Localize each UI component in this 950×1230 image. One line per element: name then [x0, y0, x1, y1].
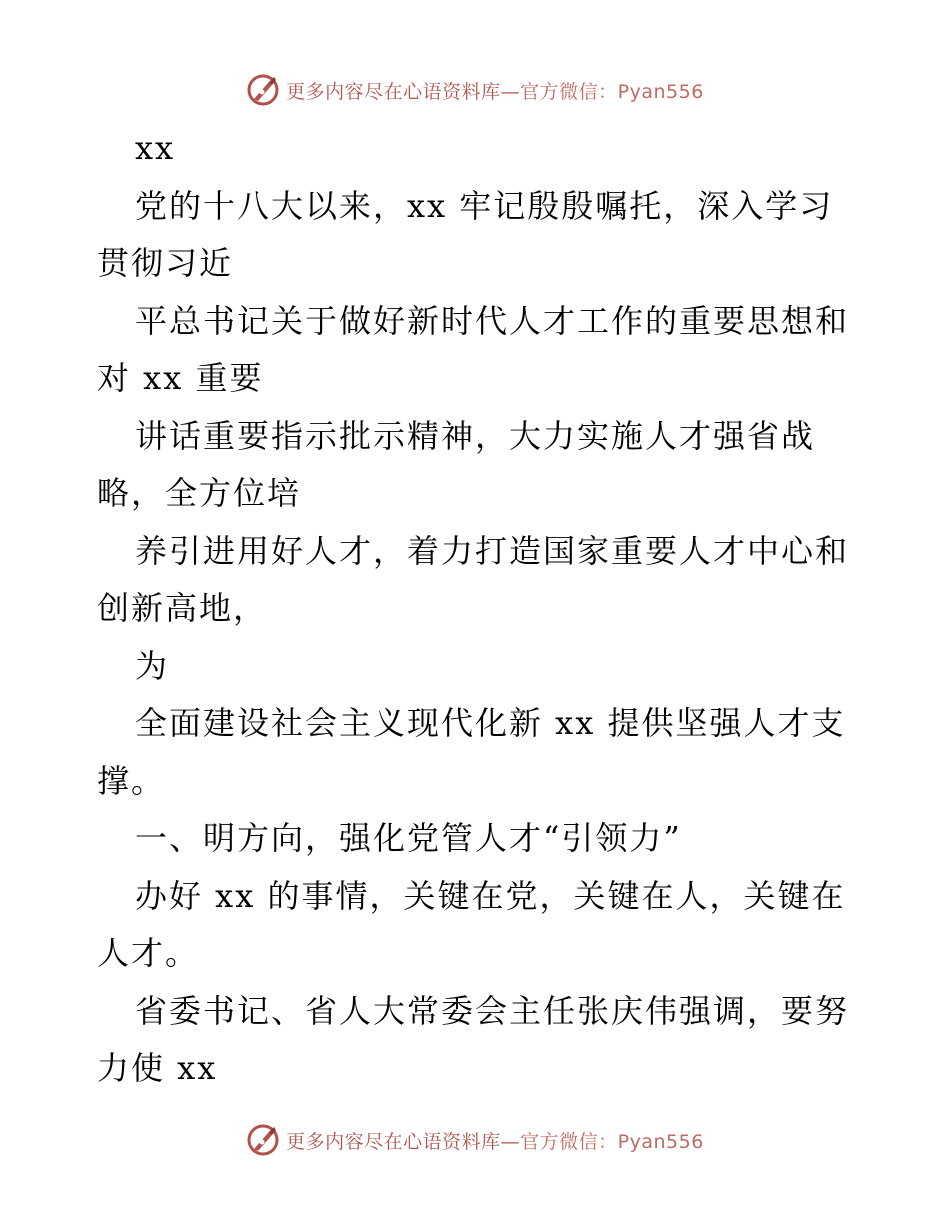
body-line: 讲话重要指示批示精神，大力实施人才强省战	[135, 417, 816, 455]
header-separator: —	[500, 80, 521, 103]
body-line: 对 xx 重要	[97, 359, 264, 397]
header-brand	[246, 73, 704, 107]
body-line: 人才。	[97, 934, 200, 972]
section-heading: 一、明方向，强化党管人才“引领力”	[135, 819, 682, 857]
body-line: 全面建设社会主义现代化新 xx 提供坚强人才支	[135, 704, 846, 742]
footer-brand-name: 更多内容尽在心语资料库	[286, 1130, 501, 1153]
body-line: 为	[135, 647, 170, 685]
footer-separator: —	[500, 1130, 521, 1153]
header-official-account: 官方微信：Pyan556	[520, 80, 704, 103]
body-line: 办好 xx 的事情，关键在党，关键在人，关键在	[135, 877, 846, 915]
body-line: xx	[135, 129, 176, 167]
footer-official-account: 官方微信：Pyan556	[520, 1130, 704, 1153]
pen-logo-icon	[246, 73, 280, 107]
header-brand-name: 更多内容尽在心语资料库	[286, 80, 501, 103]
body-line: 养引进用好人才，着力打造国家重要人才中心和	[135, 532, 850, 570]
footer-brand	[246, 1123, 704, 1157]
pen-logo-icon	[246, 1123, 280, 1157]
body-line: 党的十八大以来，xx 牢记殷殷嘱托，深入学习	[135, 187, 834, 225]
body-line: 撑。	[97, 762, 166, 800]
body-line: 略，全方位培	[97, 474, 302, 512]
body-line: 创新高地，	[97, 589, 268, 627]
body-line: 力使 xx	[97, 1049, 218, 1087]
body-line: 平总书记关于做好新时代人才工作的重要思想和	[135, 302, 850, 340]
page-header	[0, 70, 950, 110]
page-footer	[0, 1120, 950, 1160]
body-line: 贯彻习近	[97, 244, 234, 282]
body-line: 省委书记、省人大常委会主任张庆伟强调，要努	[135, 992, 850, 1030]
